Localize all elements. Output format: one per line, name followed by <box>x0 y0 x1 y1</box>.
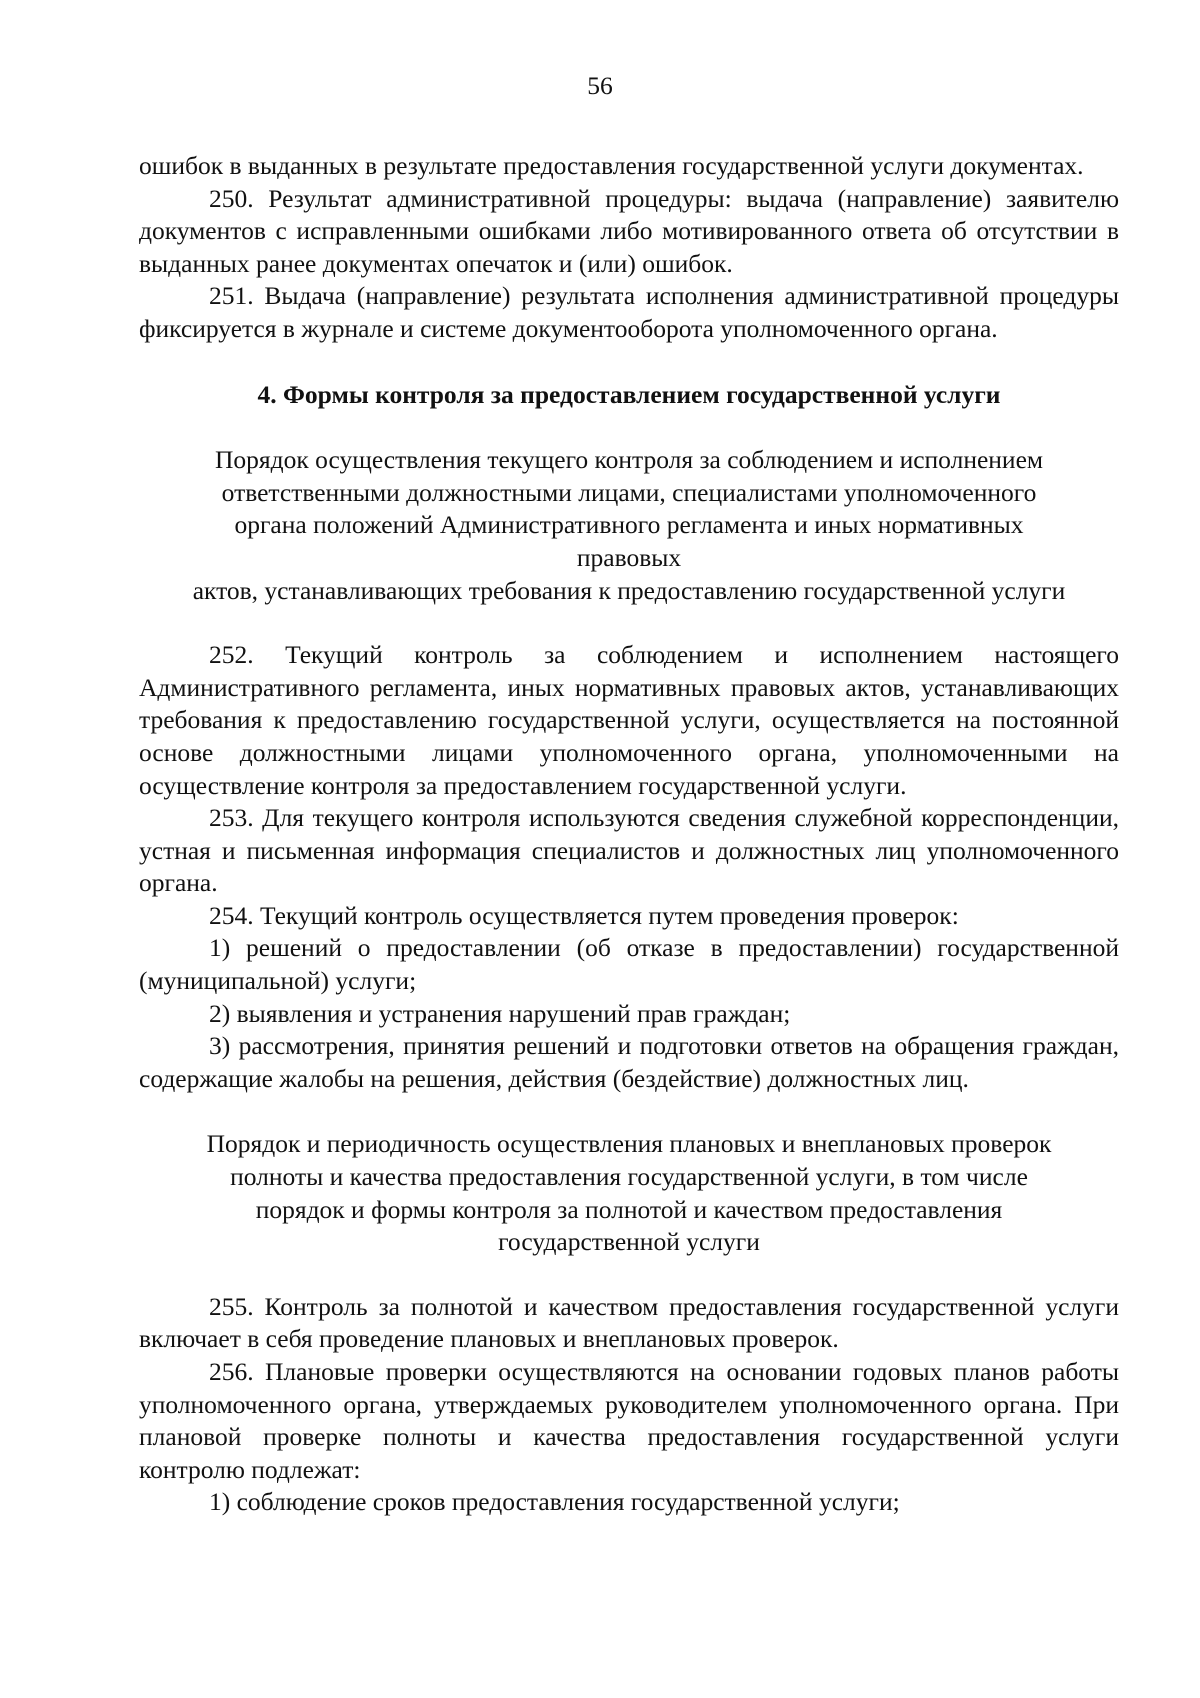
paragraph-253: 253. Для текущего контроля используются сведения служебной корреспонденции, устная и письменная информация специалистов и должностных лиц уполномоченного органа. <box>139 803 1119 898</box>
paragraph-250: 250. Результат административной процедуры: выдача (направление) заявителю документов с исправленными ошибками либо мотивированного ответа об отсутствии в выданных ранее документах опечаток и (или) ошибок. <box>139 183 1119 278</box>
subheading-line: Порядок осуществления текущего контроля за соблюдением и исполнением <box>214 445 1044 475</box>
subsection-heading-inspections <box>139 1128 1119 1258</box>
paragraph-256: 256. Плановые проверки осуществляются на основании годовых планов работы уполномоченного органа, утверждаемых руководителем уполномоченного органа. При плановой проверке полноты и качества предоставления государственной услуги контролю подлежат: <box>139 1357 1119 1484</box>
paragraph-continuation: ошибок в выданных в результате предоставления государственной услуги документах. <box>139 151 1084 180</box>
list-item-254-3: 3) рассмотрения, принятия решений и подготовки ответов на обращения граждан, содержащие жалобы на решения, действия (бездействие) должностных лиц. <box>139 1031 1119 1093</box>
paragraph-254: 254. Текущий контроль осуществляется путем проведения проверок: <box>209 900 959 930</box>
subheading-line: актов, устанавливающих требования к предоставлению государственной услуги <box>192 575 1066 605</box>
subheading-line: Порядок и периодичность осуществления плановых и внеплановых проверок <box>206 1129 1052 1159</box>
list-item-254-2: 2) выявления и устранения нарушений прав граждан; <box>209 998 791 1028</box>
subheading-line: порядок и формы контроля за полнотой и качеством предоставления <box>255 1194 1003 1224</box>
subheading-line: органа положений Административного регламента и иных нормативных <box>234 510 1024 540</box>
paragraph-255: 255. Контроль за полнотой и качеством предоставления государственной услуги включает в себя проведение плановых и внеплановых проверок. <box>139 1291 1119 1354</box>
subheading-line: ответственными должностными лицами, специалистами уполномоченного <box>221 477 1037 507</box>
paragraph-252: 252. Текущий контроль за соблюдением и исполнением настоящего Административного регламента, иных нормативных правовых актов, устанавливающих требования к предоставлению государственной услуги, осуществляется на постоянной основе должностными лицами уполномоченного органа, уполномоченными на осуществление контроля за предоставлением государственной услуги. <box>139 640 1119 800</box>
list-item-254-1: 1) решений о предоставлении (об отказе в предоставлении) государственной (муниципальной) услуги; <box>139 933 1119 996</box>
subheading-line: полноты и качества предоставления государственной услуги, в том числе <box>230 1162 1028 1192</box>
subheading-line: государственной услуги <box>498 1227 760 1257</box>
paragraph-251: 251. Выдача (направление) результата исполнения административной процедуры фиксируется в журнале и системе документооборота уполномоченного органа. <box>139 281 1119 343</box>
list-item-256-1: 1) соблюдение сроков предоставления государственной услуги; <box>209 1487 900 1517</box>
page-number: 56 <box>587 71 613 100</box>
document-body <box>139 150 1119 1519</box>
section-heading: 4. Формы контроля за предоставлением государственной услуги <box>257 379 1001 409</box>
subheading-line: правовых <box>576 542 682 572</box>
subsection-heading-current-control <box>139 444 1119 607</box>
